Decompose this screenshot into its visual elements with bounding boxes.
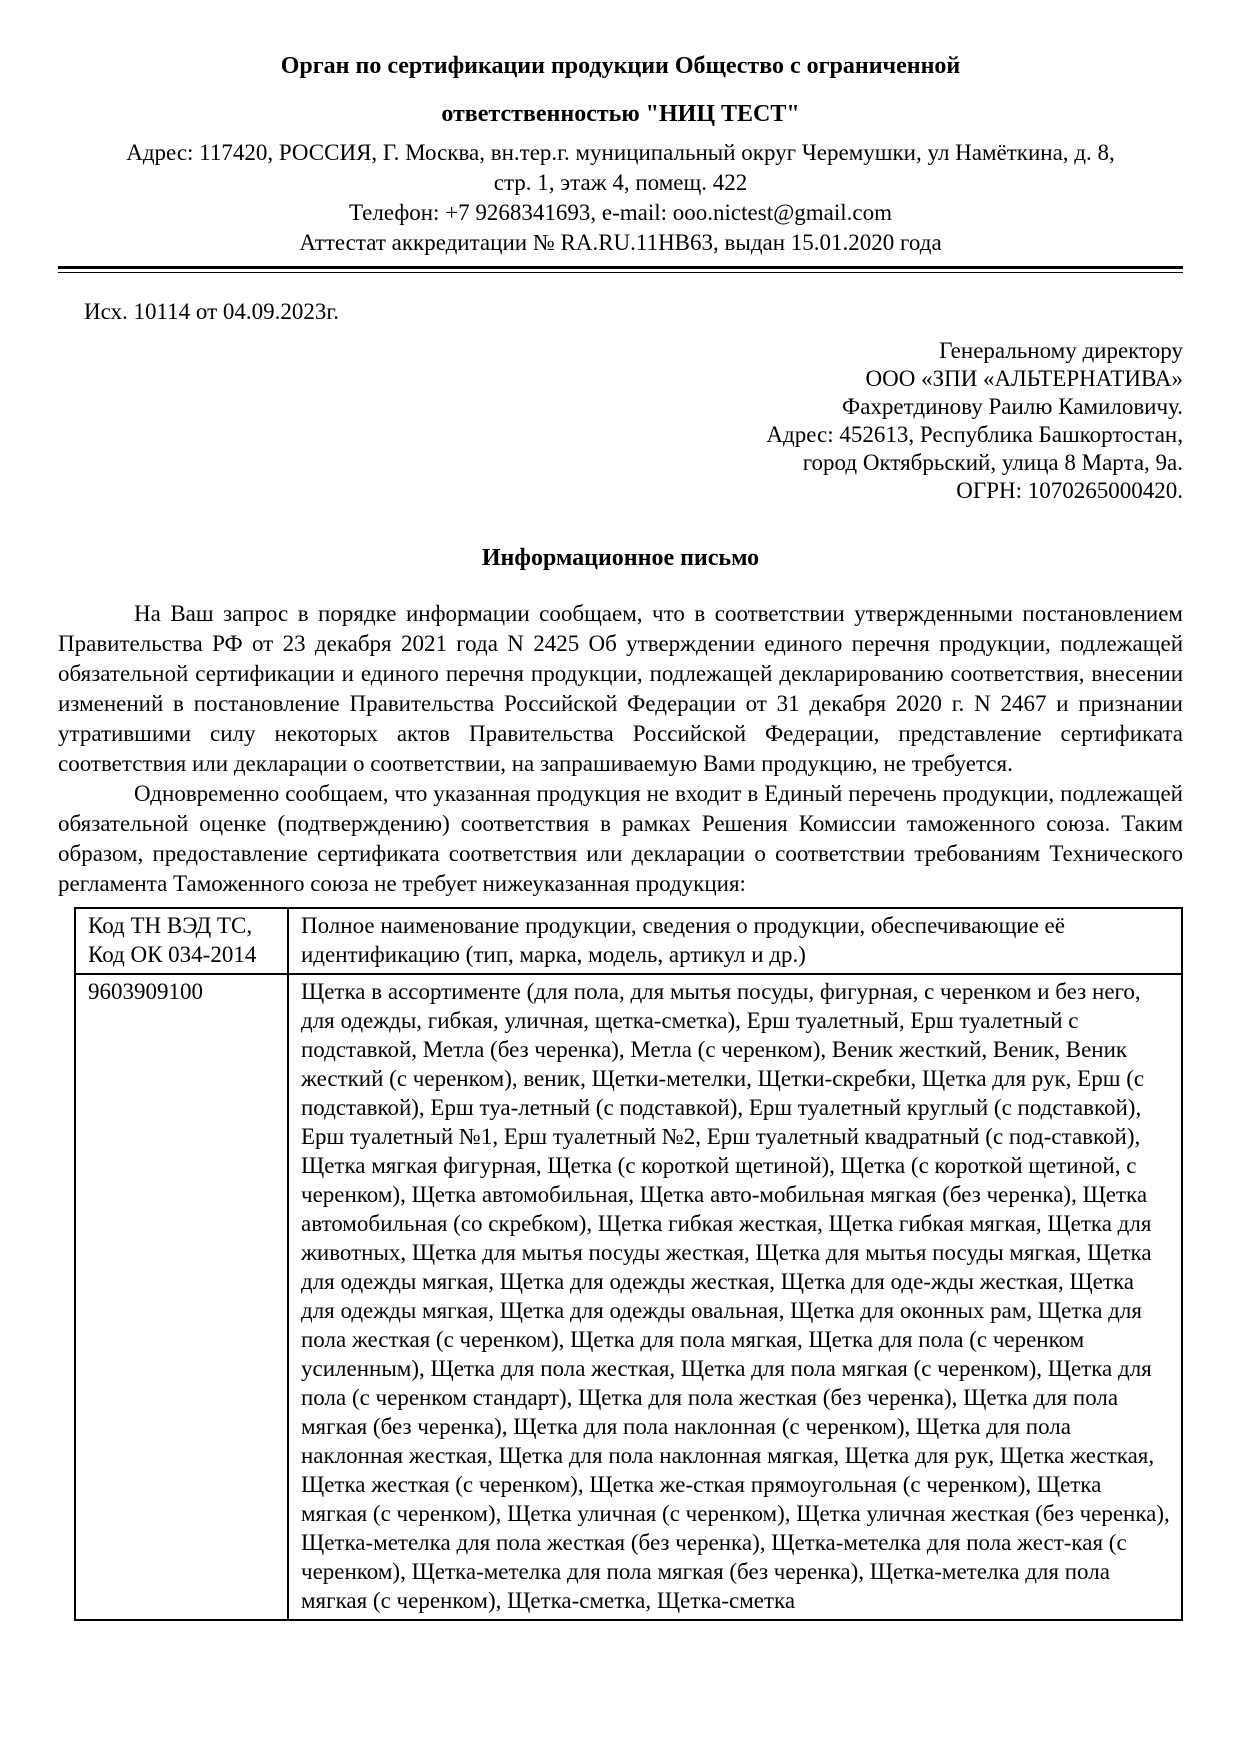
subject-heading: Информационное письмо: [481, 545, 760, 571]
paragraph-1: На Ваш запрос в порядке информации сообщаем, что в соответствии утвержденными постановлением Правительства РФ от 23 декабря 2021 года N 2425 Об утверждении единого перечня продукции, подлежащей обязательной сертификации и единого перечня продукции, подлежащей декларированию соответствия, внесении изменений в постановление Правительства Российской Федерации от 31 декабря 2020 г. N 2467 и признании утратившими силу некоторых актов Правительства Российской Федерации, представление сертификата соответствия или декларации о соответствии, на запрашиваемую Вами продукцию, не требуется.: [58, 601, 1183, 776]
recipient-company: ООО «ЗПИ «АЛЬТЕРНАТИВА»: [865, 366, 1183, 391]
recipient-person: Фахретдинову Раилю Камиловичу.: [842, 394, 1183, 419]
letterhead-title-line-1: Орган по сертификации продукции Общество с ограниченной: [280, 53, 961, 79]
outgoing-reference: Исх. 10114 от 04.09.2023г.: [84, 299, 339, 324]
table-row: [75, 974, 1182, 1620]
letterhead-accreditation: Аттестат аккредитации № RA.RU.11НВ63, выдан 15.01.2020 года: [299, 230, 942, 255]
letterhead-address-line-2: стр. 1, этаж 4, помещ. 422: [493, 170, 748, 195]
recipient-ogrn: ОГРН: 1070265000420.: [956, 478, 1183, 503]
table-header-code: Код ТН ВЭД ТС, Код ОК 034-2014: [75, 908, 288, 974]
letterhead: [58, 42, 1183, 258]
recipient-position: Генеральному директору: [939, 338, 1183, 363]
recipient-address-line-2: город Октябрьский, улица 8 Марта, 9а.: [802, 450, 1183, 475]
table-header-description: Полное наименование продукции, сведения о продукции, обеспечивающие её идентификацию (тип, марка, модель, артикул и др.): [288, 908, 1182, 974]
table-header-row: [75, 908, 1182, 974]
letterhead-address-line-1: Адрес: 117420, РОССИЯ, Г. Москва, вн.тер.г. муниципальный округ Черемушки, ул Намёткина, д. 8,: [126, 140, 1115, 165]
letterhead-title-line-2: ответственностью "НИЦ ТЕСТ": [441, 101, 800, 127]
divider-thick-line: [58, 266, 1183, 269]
divider-thin-line: [58, 272, 1183, 273]
recipient-address-line-1: Адрес: 452613, Республика Башкортостан,: [766, 422, 1183, 447]
recipient-block: [58, 337, 1183, 505]
paragraph-2: Одновременно сообщаем, что указанная продукция не входит в Единый перечень продукции, подлежащей обязательной оценке (подтверждению) соответствия в рамках Решения Комиссии таможенного союза. Таким образом, предоставление сертификата соответствия или декларации о соответствии требованиям Технического регламента Таможенного союза не требует нижеуказанная продукция:: [58, 781, 1183, 896]
product-description-cell: Щетка в ассортименте (для пола, для мытья посуды, фигурная, с черенком и без него, для одежды, гибкая, уличная, щетка-сметка), Ерш туалетный, Ерш туалетный с подставкой, Метла (без черенка), Метла (с черенком), Веник жесткий, Веник, Веник жесткий (с черенком), веник, Щетки-метелки, Щетки-скребки, Щетка для рук, Ерш (с подставкой), Ерш туа-летный (с подставкой), Ерш туалетный круглый (с подставкой), Ерш туалетный №1, Ерш туалетный №2, Ерш туалетный квадратный (с под-ставкой), Щетка мягкая фигурная, Щетка (с короткой щетиной), Щетка (с короткой щетиной, с черенком), Щетка автомобильная, Щетка авто-мобильная мягкая (без черенка), Щетка автомобильная (со скребком), Щетка гибкая жесткая, Щетка гибкая мягкая, Щетка для животных, Щетка для мытья посуды жесткая, Щетка для мытья посуды мягкая, Щетка для одежды мягкая, Щетка для одежды жесткая, Щетка для оде-жды жесткая, Щетка для одежды мягкая, Щетка для одежды овальная, Щетка для оконных рам, Щетка для пола жесткая (с черенком), Щетка для пола мягкая, Щетка для пола (с черенком усиленным), Щетка для пола жесткая, Щетка для пола мягкая (с черенком), Щетка для пола (с черенком стандарт), Щетка для пола жесткая (без черенка), Щетка для пола мягкая (без черенка), Щетка для пола наклонная (с черенком), Щетка для пола наклонная жесткая, Щетка для пола наклонная мягкая, Щетка для рук, Щетка жесткая, Щетка жесткая (с черенком), Щетка же-сткая прямоугольная (с черенком), Щетка мягкая (с черенком), Щетка уличная (с черенком), Щетка уличная жесткая (без черенка), Щетка-метелка для пола жесткая (без черенка), Щетка-метелка для пола жест-кая (с черенком), Щетка-метелка для пола мягкая (без черенка), Щетка-метелка для пола мягкая (с черенком), Щетка-сметка, Щетка-сметка: [288, 974, 1182, 1620]
letterhead-divider: [58, 266, 1183, 273]
product-code-cell: 9603909100: [75, 974, 288, 1620]
letterhead-phone-email: Телефон: +7 9268341693, e-mail: ooo.nictest@gmail.com: [348, 200, 892, 225]
products-table: [74, 907, 1183, 1621]
